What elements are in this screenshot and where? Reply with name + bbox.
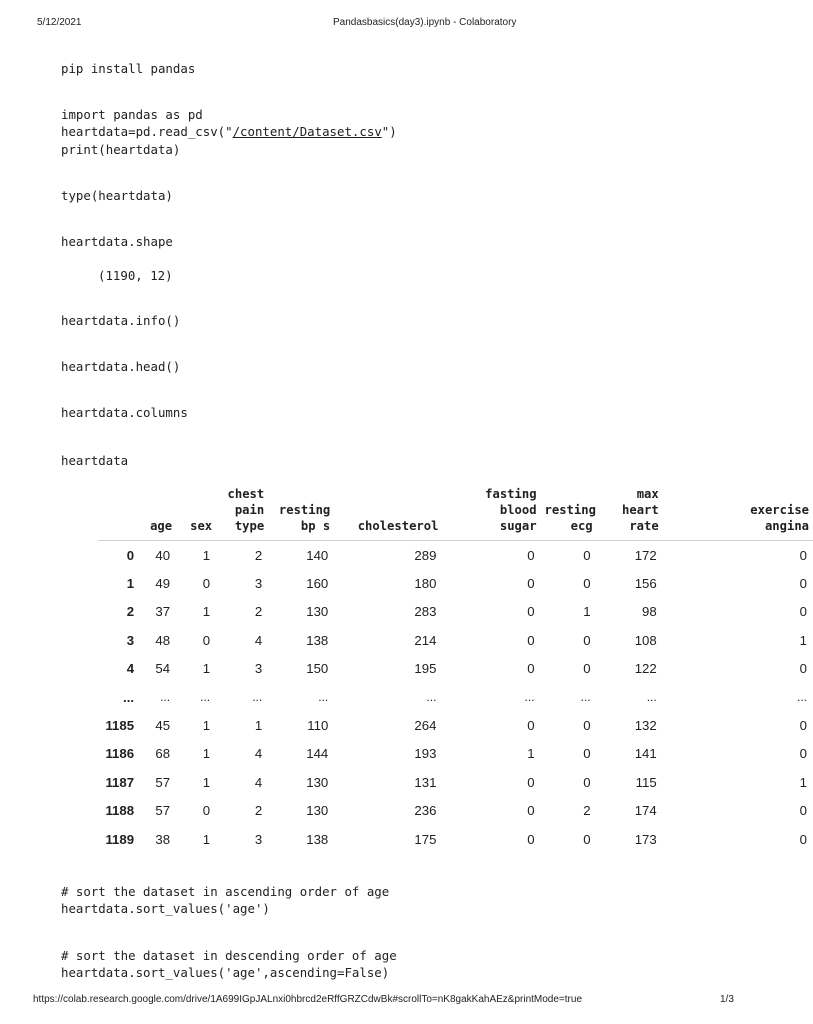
table-cell: 173 <box>634 831 657 847</box>
table-cell: 3 <box>254 661 263 677</box>
dataframe-table <box>98 486 813 853</box>
code-comment: # sort the dataset in descending order of age <box>61 948 397 963</box>
table-cell: 0 <box>799 831 807 847</box>
row-index: 1 <box>126 576 135 592</box>
table-cell: 0 <box>583 576 591 592</box>
table-cell: 0 <box>583 746 591 762</box>
table-cell: 2 <box>254 803 263 819</box>
table-row <box>98 569 813 597</box>
row-index: 1185 <box>105 718 135 734</box>
table-cell: 0 <box>527 661 535 677</box>
table-cell: 0 <box>799 718 807 734</box>
table-cell: 214 <box>414 632 437 648</box>
code-cell-heartdata[interactable]: heartdata <box>61 453 129 468</box>
table-cell: 193 <box>414 746 437 762</box>
table-cell: ... <box>796 690 807 705</box>
code-line: ") <box>381 124 397 140</box>
table-cell: 1 <box>202 661 211 677</box>
table-cell: 40 <box>155 547 171 563</box>
code-cell-sort-descending[interactable] <box>61 947 397 982</box>
table-cell: 140 <box>306 547 329 563</box>
row-index: 1187 <box>105 774 135 790</box>
table-cell: 1 <box>202 604 211 620</box>
code-comment: # sort the dataset in ascending order of age <box>61 884 390 899</box>
table-cell: 130 <box>306 774 329 790</box>
table-cell: 1 <box>583 604 591 620</box>
code-line: heartdata=pd.read_csv(" <box>61 124 233 140</box>
table-cell: 0 <box>583 831 591 847</box>
column-header <box>597 486 663 541</box>
table-cell: 1 <box>254 718 263 734</box>
table-cell: 283 <box>414 604 437 620</box>
table-row <box>98 740 813 768</box>
column-header <box>176 486 216 541</box>
row-index: 0 <box>126 547 135 563</box>
table-cell: 0 <box>527 604 535 620</box>
table-cell: 0 <box>799 547 807 563</box>
table-body <box>98 541 813 854</box>
table-cell: 1 <box>799 632 807 648</box>
row-index: 1189 <box>105 831 135 847</box>
table-cell: ... <box>426 690 437 705</box>
column-header-line: heart <box>622 503 659 517</box>
table-cell: 98 <box>642 604 657 620</box>
table-cell: 122 <box>634 661 657 677</box>
table-cell: 1 <box>202 774 211 790</box>
row-index: 1188 <box>105 803 135 819</box>
table-cell: ... <box>524 690 535 705</box>
table-cell: 175 <box>414 831 437 847</box>
column-header-line: age <box>150 519 173 533</box>
table-cell: 2 <box>254 547 263 563</box>
table-cell: 0 <box>202 803 211 819</box>
table-cell: ... <box>318 690 329 705</box>
code-cell-head[interactable]: heartdata.head() <box>61 359 181 374</box>
column-header-line: chest <box>227 487 265 501</box>
table-cell: 0 <box>799 803 807 819</box>
table-cell: 0 <box>799 604 807 620</box>
column-header <box>216 486 268 541</box>
output-shape: (1190, 12) <box>98 268 173 283</box>
table-cell: 115 <box>635 774 657 790</box>
table-cell: 0 <box>527 576 535 592</box>
table-cell: 0 <box>202 576 211 592</box>
table-cell: 1 <box>202 547 211 563</box>
table-cell: ... <box>580 690 591 705</box>
table-cell: 0 <box>583 547 591 563</box>
table-cell: 2 <box>583 803 591 819</box>
table-cell: ... <box>252 690 263 705</box>
column-header-line: rate <box>629 519 659 533</box>
column-header-line: type <box>234 519 265 533</box>
table-row <box>98 541 813 570</box>
table-row <box>98 626 813 654</box>
table-cell: 0 <box>527 632 535 648</box>
code-cell-pip-install[interactable]: pip install pandas <box>61 61 196 76</box>
dataframe-output <box>98 486 809 858</box>
table-cell: 108 <box>634 632 657 648</box>
table-cell: 0 <box>799 746 807 762</box>
table-cell: 174 <box>634 803 657 819</box>
table-cell: 0 <box>583 632 591 648</box>
column-header-line: sex <box>190 519 213 533</box>
table-cell: 138 <box>306 632 329 648</box>
table-row <box>98 711 813 739</box>
column-header <box>442 486 540 541</box>
table-cell: 4 <box>254 632 263 648</box>
table-cell: 0 <box>527 831 535 847</box>
row-index: 3 <box>126 632 135 648</box>
page-number: 1/3 <box>720 994 734 1005</box>
table-row <box>98 683 813 711</box>
table-cell: 0 <box>527 547 535 563</box>
table-cell: 0 <box>202 632 211 648</box>
page-title: Pandasbasics(day3).ipynb - Colaboratory <box>333 17 517 28</box>
column-header <box>268 486 334 541</box>
column-header-line: pain <box>234 503 265 517</box>
row-index: 2 <box>126 604 135 620</box>
column-header <box>541 486 597 541</box>
code-cell-shape[interactable]: heartdata.shape <box>61 234 173 249</box>
table-cell: 0 <box>527 803 535 819</box>
table-cell: 0 <box>527 774 535 790</box>
table-cell: 0 <box>799 661 807 677</box>
code-cell-columns[interactable]: heartdata.columns <box>61 405 188 420</box>
table-cell: 0 <box>583 774 591 790</box>
column-header-line: fasting <box>485 487 537 501</box>
table-cell: 45 <box>155 718 171 734</box>
table-cell: 3 <box>254 831 263 847</box>
table-cell: ... <box>160 690 171 705</box>
table-cell: 1 <box>527 746 535 762</box>
code-cell-type[interactable]: type(heartdata) <box>61 188 173 203</box>
table-row <box>98 797 813 825</box>
code-cell-info[interactable]: heartdata.info() <box>61 313 181 328</box>
column-header-line: resting <box>544 503 596 517</box>
table-cell: 150 <box>306 661 329 677</box>
column-header <box>140 486 176 541</box>
code-cell-sort-ascending[interactable] <box>61 883 389 918</box>
table-cell: 0 <box>583 661 591 677</box>
table-cell: 37 <box>155 604 171 620</box>
table-cell: 132 <box>634 718 657 734</box>
table-cell: 195 <box>414 661 437 677</box>
column-header-line: max <box>636 487 659 501</box>
column-header <box>334 486 442 541</box>
table-cell: 1 <box>202 746 211 762</box>
index-header <box>98 486 140 541</box>
table-cell: 236 <box>414 803 437 819</box>
code-line: heartdata.sort_values('age',ascending=False) <box>61 965 390 981</box>
row-index: 1186 <box>105 746 135 762</box>
table-cell: 57 <box>155 774 171 790</box>
table-row <box>98 768 813 796</box>
page-url: https://colab.research.google.com/drive/1A699IGpJALnxi0hbrcd2eRffGRZCdwBk#scrollTo=nK8gakKahAEz&printMode=true <box>33 994 582 1005</box>
table-cell: 131 <box>414 774 437 790</box>
table-cell: 172 <box>634 547 657 563</box>
table-cell: 138 <box>306 831 329 847</box>
table-cell: 0 <box>527 718 535 734</box>
table-cell: 48 <box>155 632 171 648</box>
row-index: ... <box>123 689 135 705</box>
table-row <box>98 825 813 853</box>
table-cell: 144 <box>306 746 329 762</box>
column-header-line: ecg <box>570 519 593 533</box>
table-cell: 180 <box>414 576 437 592</box>
code-line: heartdata.sort_values('age') <box>61 901 270 917</box>
table-cell: 1 <box>202 831 211 847</box>
table-cell: 0 <box>583 718 591 734</box>
table-cell: 68 <box>155 746 171 762</box>
code-line: import pandas as pd <box>61 107 203 122</box>
column-header-line: angina <box>764 519 809 533</box>
table-cell: 49 <box>155 576 171 592</box>
table-cell: 156 <box>634 576 657 592</box>
code-cell-import[interactable] <box>61 106 397 158</box>
file-path-link[interactable]: /content/Dataset.csv <box>232 124 382 140</box>
table-cell: 110 <box>307 718 329 734</box>
column-header <box>663 486 813 541</box>
table-cell: 2 <box>254 604 263 620</box>
column-header-line: blood <box>499 503 537 517</box>
row-index: 4 <box>126 661 135 677</box>
column-header-line: sugar <box>499 519 537 533</box>
table-cell: 160 <box>306 576 329 592</box>
table-cell: 4 <box>254 746 263 762</box>
table-cell: 141 <box>634 746 657 762</box>
column-header-line: exercise <box>750 503 809 517</box>
print-date: 5/12/2021 <box>37 17 82 28</box>
column-header-line: cholesterol <box>357 519 439 533</box>
table-cell: 130 <box>306 604 329 620</box>
table-cell: 289 <box>414 547 437 563</box>
table-cell: 1 <box>799 774 807 790</box>
table-row <box>98 655 813 683</box>
table-cell: 3 <box>254 576 263 592</box>
table-cell: 4 <box>254 774 263 790</box>
table-cell: 57 <box>155 803 171 819</box>
column-header-line: resting <box>278 503 331 517</box>
table-cell: 54 <box>155 661 171 677</box>
table-row <box>98 598 813 626</box>
table-cell: ... <box>200 690 211 705</box>
column-header-line: bp s <box>300 519 331 533</box>
table-header-row <box>98 486 813 541</box>
table-cell: 38 <box>155 831 171 847</box>
table-cell: 130 <box>306 803 329 819</box>
table-cell: ... <box>646 690 657 705</box>
table-cell: 264 <box>414 718 437 734</box>
code-line: print(heartdata) <box>61 141 181 157</box>
table-cell: 0 <box>799 576 807 592</box>
table-cell: 1 <box>202 718 211 734</box>
